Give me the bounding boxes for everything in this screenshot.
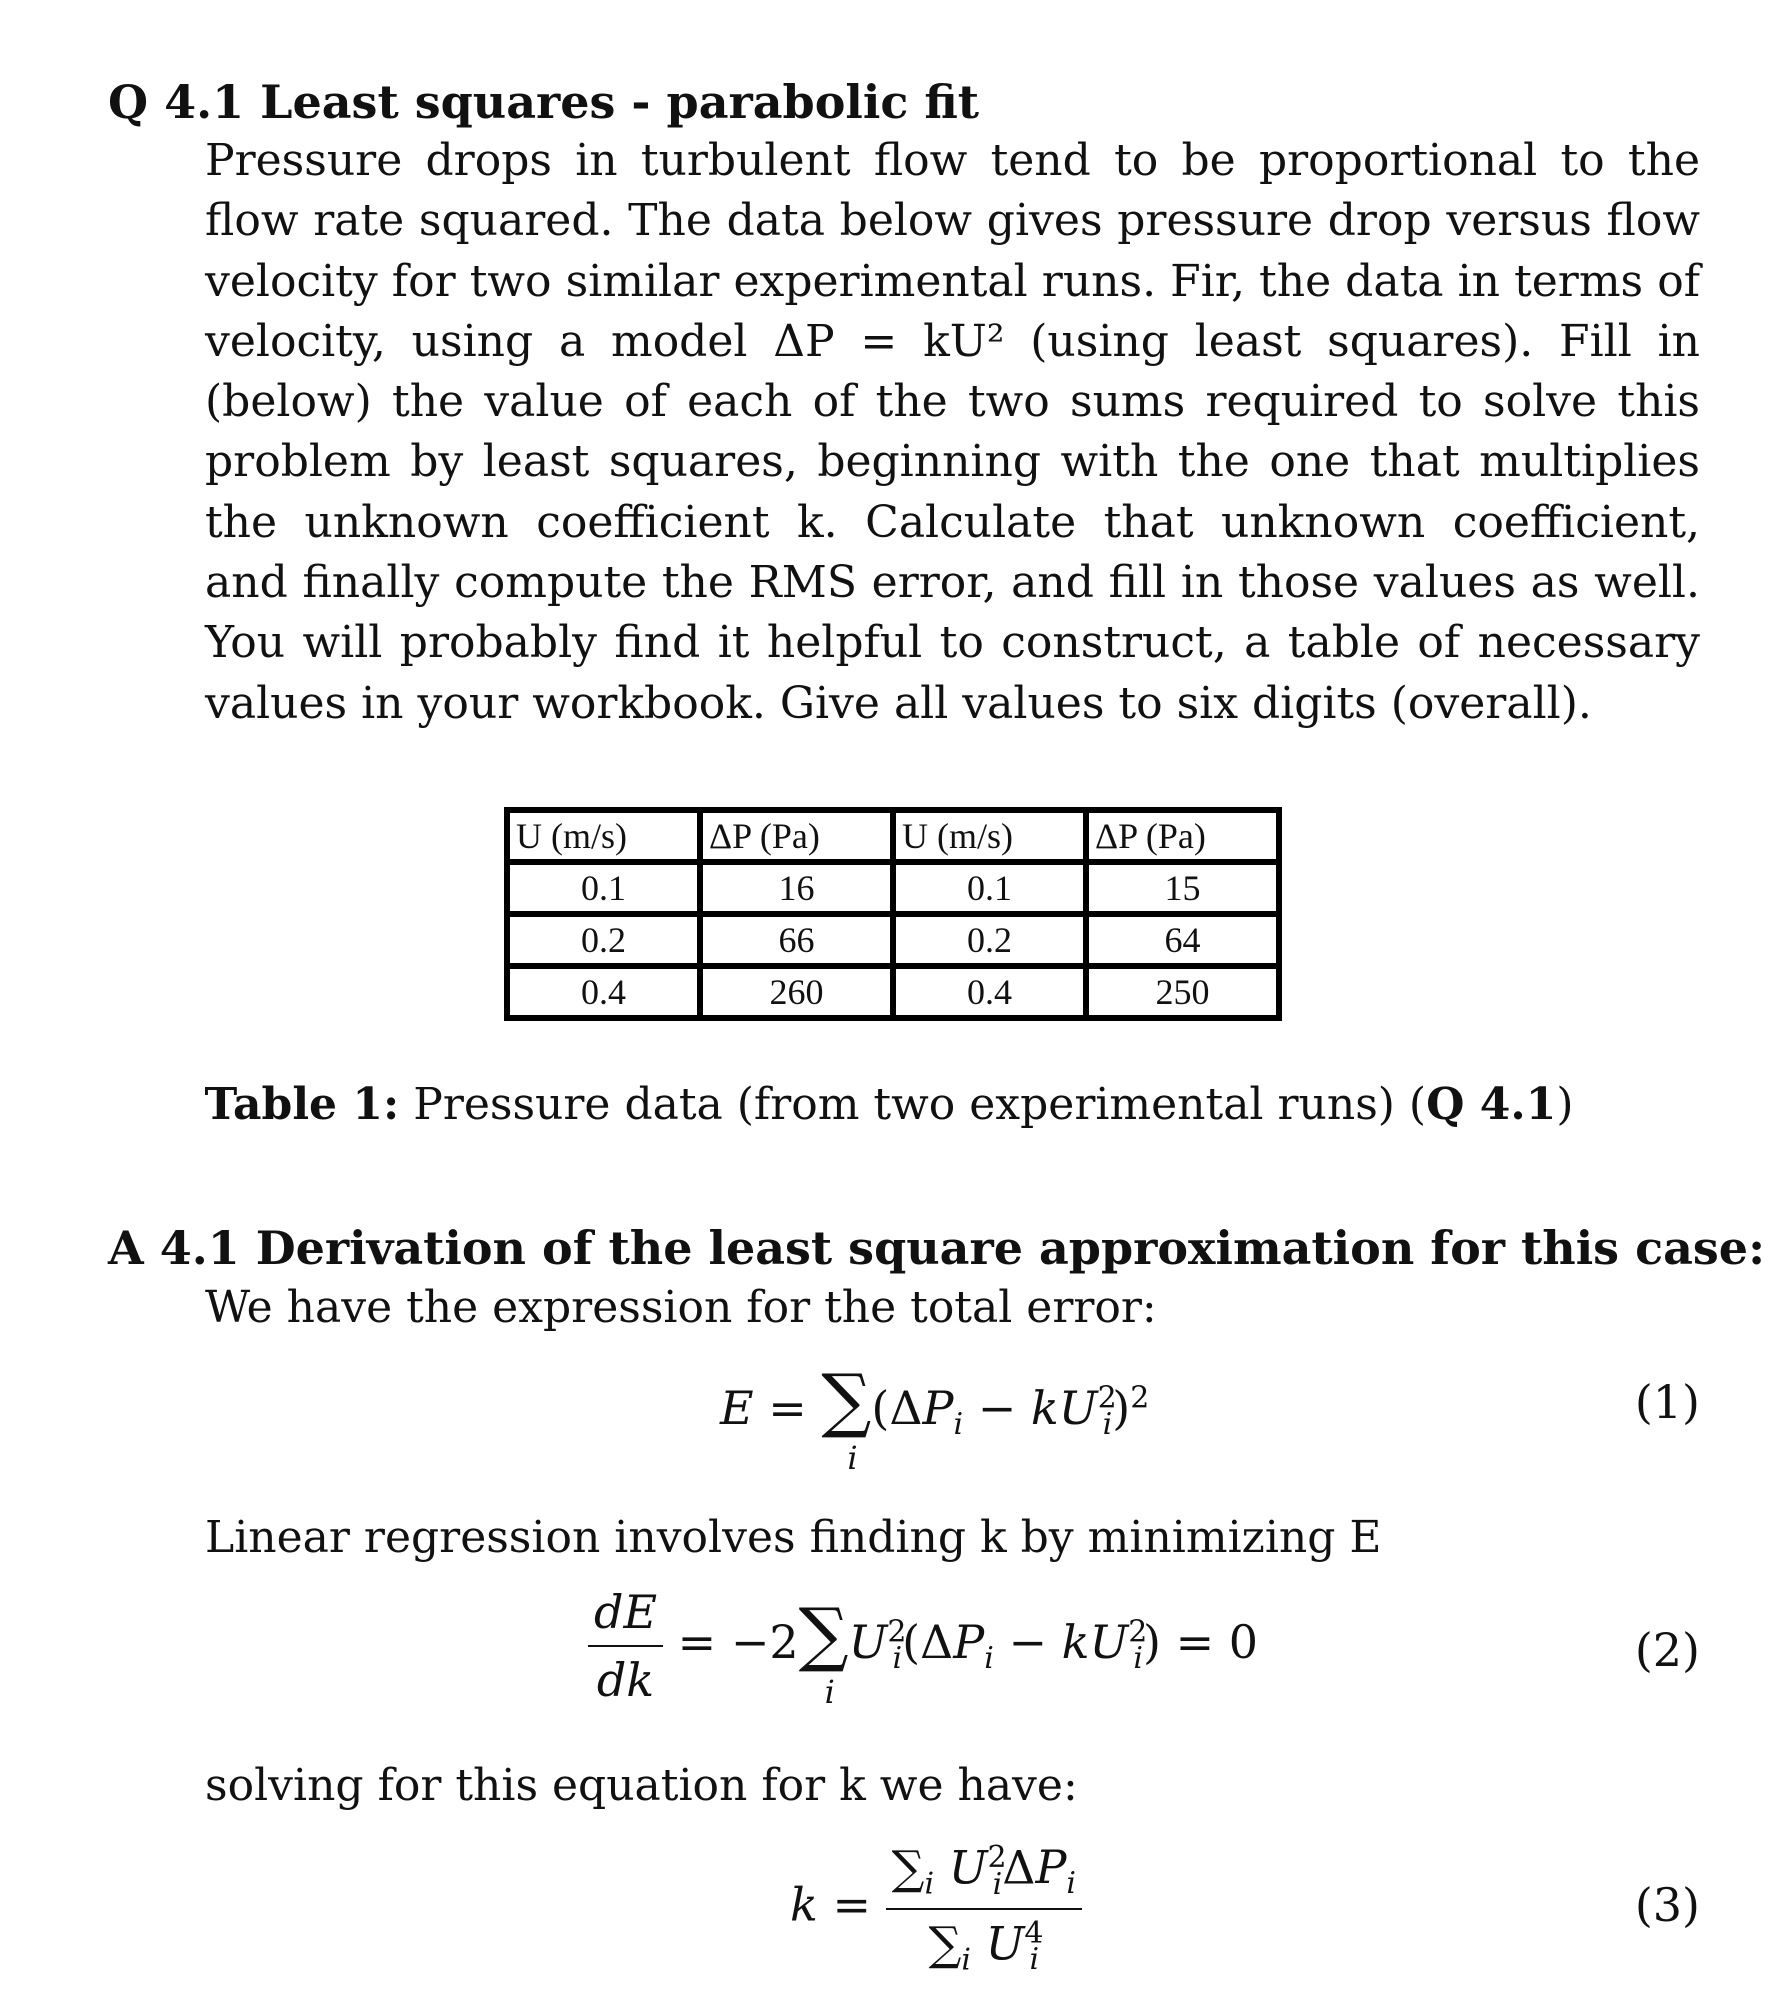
answer-intro: We have the expression for the total error:	[205, 1282, 1157, 1333]
table-cell: 66	[700, 914, 893, 966]
table-caption	[0, 1075, 1778, 1135]
table-cell: 0.4	[893, 966, 1086, 1018]
equation-2: $\frac{dE}{dk}$ = −2∑ i $U^2_i(\Delta P_i - kU^2_i) = 0$	[588, 1585, 1258, 1707]
table-cell: 0.2	[893, 914, 1086, 966]
sum-symbol: ∑	[798, 1593, 849, 1675]
sum-symbol: ∑	[821, 1359, 872, 1441]
table-cell: 64	[1086, 914, 1279, 966]
table-cell: 16	[700, 862, 893, 914]
solving-text: solving for this equation for k we have:	[205, 1760, 1078, 1811]
table-cell: 0.1	[507, 862, 700, 914]
table-cell: 15	[1086, 862, 1279, 914]
table-header-cell: U (m/s)	[893, 810, 1086, 862]
regression-text: Linear regression involves finding k by minimizing E	[205, 1512, 1382, 1563]
caption-text: Pressure data (from two experimental runs) (	[413, 1079, 1427, 1130]
table-row	[507, 862, 1279, 914]
table-header-cell: U (m/s)	[507, 810, 700, 862]
table-row	[507, 966, 1279, 1018]
table-cell: 250	[1086, 966, 1279, 1018]
caption-ref: Q 4.1	[1426, 1079, 1557, 1130]
table-row	[507, 914, 1279, 966]
question-paragraph: Pressure drops in turbulent flow tend to be proportional to the flow rate squared. The data below gives pressure drop versus flow velocity for two similar experimental runs. Fir, the data in terms of velocity, using a model ΔP = kU² (using least squares). Fill in (below) the value of each of the two sums required to solve this problem by least squares, beginning with the one that multiplies the unknown coefficient k. Calculate that unknown coefficient, and finally compute the RMS error, and fill in those values as well. You will probably find it helpful to construct, a table of necessary values in your workbook. Give all values to six digits (overall).	[205, 135, 1700, 729]
table-header-cell: ΔP (Pa)	[1086, 810, 1279, 862]
pressure-data-table	[504, 807, 1282, 1021]
equation-number: (2)	[1634, 1623, 1700, 1677]
table-cell: 260	[700, 966, 893, 1018]
table-cell: 0.2	[507, 914, 700, 966]
table-cell: 0.1	[893, 862, 1086, 914]
table-header-row	[507, 810, 1279, 862]
equation-number: (3)	[1634, 1878, 1700, 1932]
question-paragraph-block	[205, 131, 1700, 734]
table-cell: 0.4	[507, 966, 700, 1018]
equation-1: E = ∑ i $(\Delta P_i - kU^2_i)^2$	[720, 1359, 1150, 1477]
table-header-cell: ΔP (Pa)	[700, 810, 893, 862]
equation-number: (1)	[1634, 1375, 1700, 1429]
question-heading: Q 4.1 Least squares - parabolic fit	[108, 75, 980, 129]
answer-heading: A 4.1 Derivation of the least square approximation for this case:	[108, 1221, 1766, 1275]
equation-3: k = $\frac{\sum_i U^2_i\Delta P_i}{\sum_i U^4_i}$	[790, 1840, 1082, 1977]
caption-close: )	[1556, 1079, 1574, 1130]
caption-label: Table 1:	[204, 1079, 400, 1130]
